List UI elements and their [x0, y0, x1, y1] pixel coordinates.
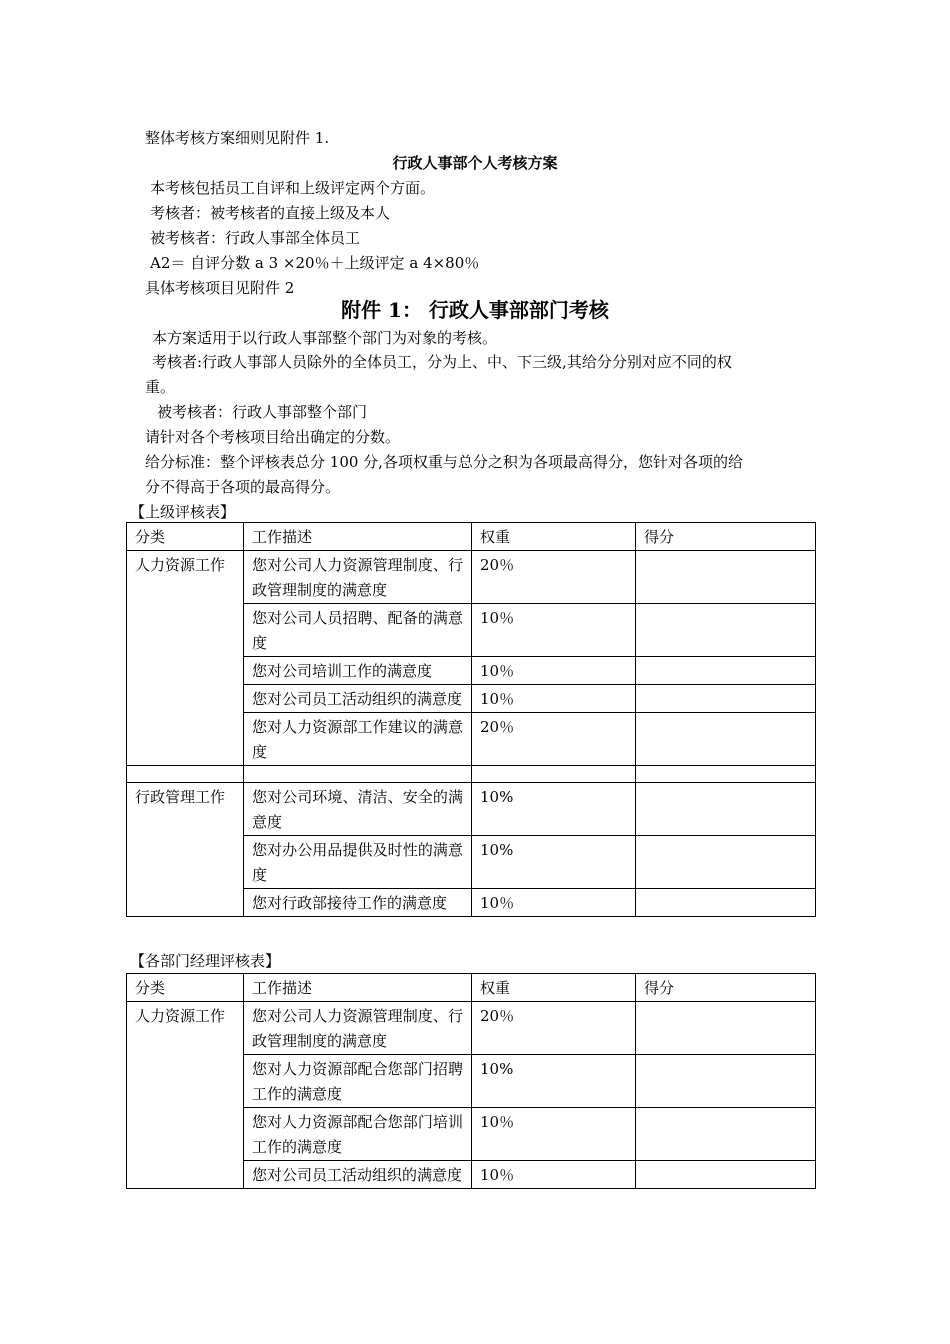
header-score: 得分: [636, 523, 816, 551]
intro-line: 整体考核方案细则见附件 1.: [145, 129, 330, 147]
header-description: 工作描述: [244, 974, 472, 1002]
description-cell: 您对公司培训工作的满意度: [244, 657, 472, 685]
attachment-assessor-cont: 重。: [145, 378, 176, 396]
table-header-row: [127, 523, 816, 551]
section-heading: 行政人事部个人考核方案: [392, 154, 558, 172]
attachment-scope: 本方案适用于以行政人事部整个部门为对象的考核。: [152, 329, 498, 347]
weight-cell: 10％: [472, 604, 636, 657]
intro-paragraph: 本考核包括员工自评和上级评定两个方面。: [150, 179, 436, 197]
weight-cell: 10％: [472, 889, 636, 917]
score-cell[interactable]: [636, 1108, 816, 1161]
assessor-line: 考核者：被考核者的直接上级及本人: [150, 204, 391, 222]
weight-cell: 10％: [472, 1108, 636, 1161]
table-spacer-row: [127, 766, 816, 783]
score-cell[interactable]: [636, 1002, 816, 1055]
table-header-row: [127, 974, 816, 1002]
superior-evaluation-table: [126, 522, 816, 917]
weight-cell: 10%: [472, 836, 636, 889]
header-category: 分类: [127, 974, 244, 1002]
weight-cell: 20％: [472, 713, 636, 766]
header-weight: 权重: [472, 974, 636, 1002]
description-cell: 您对人力资源部工作建议的满意度: [244, 713, 472, 766]
category-cell: 人力资源工作: [127, 551, 244, 766]
description-cell: 您对公司人员招聘、配备的满意度: [244, 604, 472, 657]
description-cell: 您对公司员工活动组织的满意度: [244, 1161, 472, 1189]
description-cell: 您对公司环境、清洁、安全的满意度: [244, 783, 472, 836]
description-cell: 您对人力资源部配合您部门培训工作的满意度: [244, 1108, 472, 1161]
score-cell[interactable]: [636, 1161, 816, 1189]
score-cell[interactable]: [636, 551, 816, 604]
description-cell: 您对办公用品提供及时性的满意度: [244, 836, 472, 889]
header-weight: 权重: [472, 523, 636, 551]
table1-caption: 【上级评核表】: [130, 503, 236, 521]
description-cell: 您对人力资源部配合您部门招聘工作的满意度: [244, 1055, 472, 1108]
description-cell: 您对公司人力资源管理制度、行政管理制度的满意度: [244, 1002, 472, 1055]
weight-cell: 10％: [472, 685, 636, 713]
attachment-instruction: 请针对各个考核项目给出确定的分数。: [145, 428, 401, 446]
assessee-line: 被考核者：行政人事部全体员工: [150, 229, 361, 247]
manager-evaluation-table: [126, 973, 816, 1189]
score-cell[interactable]: [636, 889, 816, 917]
score-cell[interactable]: [636, 604, 816, 657]
score-cell[interactable]: [636, 1055, 816, 1108]
score-cell[interactable]: [636, 713, 816, 766]
table-row: [127, 551, 816, 604]
header-category: 分类: [127, 523, 244, 551]
header-description: 工作描述: [244, 523, 472, 551]
reference-line: 具体考核项目见附件 2: [145, 279, 295, 297]
score-cell[interactable]: [636, 836, 816, 889]
attachment-assessor: 考核者:行政人事部人员除外的全体员工，分为上、中、下三级,其给分分别对应不同的权: [152, 353, 732, 371]
weight-cell: 10%: [472, 1055, 636, 1108]
formula-line: A2＝ 自评分数 a 3 ×20％＋上级评定 a 4×80％: [150, 254, 480, 272]
weight-cell: 10%: [472, 783, 636, 836]
description-cell: 您对公司员工活动组织的满意度: [244, 685, 472, 713]
weight-cell: 10％: [472, 657, 636, 685]
description-cell: 您对公司人力资源管理制度、行政管理制度的满意度: [244, 551, 472, 604]
weight-cell: 20％: [472, 1002, 636, 1055]
score-cell[interactable]: [636, 783, 816, 836]
attachment-assessee: 被考核者：行政人事部整个部门: [157, 403, 368, 421]
description-cell: 您对行政部接待工作的满意度: [244, 889, 472, 917]
score-cell[interactable]: [636, 657, 816, 685]
header-score: 得分: [636, 974, 816, 1002]
category-cell: 行政管理工作: [127, 783, 244, 917]
category-cell: 人力资源工作: [127, 1002, 244, 1189]
table-row: [127, 783, 816, 836]
attachment-title: 附件 1： 行政人事部部门考核: [341, 298, 609, 322]
table-row: [127, 1002, 816, 1055]
scoring-standard: 给分标准：整个评核表总分 100 分,各项权重与总分之积为各项最高得分，您针对各项的给: [145, 453, 743, 471]
scoring-standard-cont: 分不得高于各项的最高得分。: [145, 478, 341, 496]
weight-cell: 10％: [472, 1161, 636, 1189]
weight-cell: 20％: [472, 551, 636, 604]
table2-caption: 【各部门经理评核表】: [130, 952, 281, 970]
score-cell[interactable]: [636, 685, 816, 713]
